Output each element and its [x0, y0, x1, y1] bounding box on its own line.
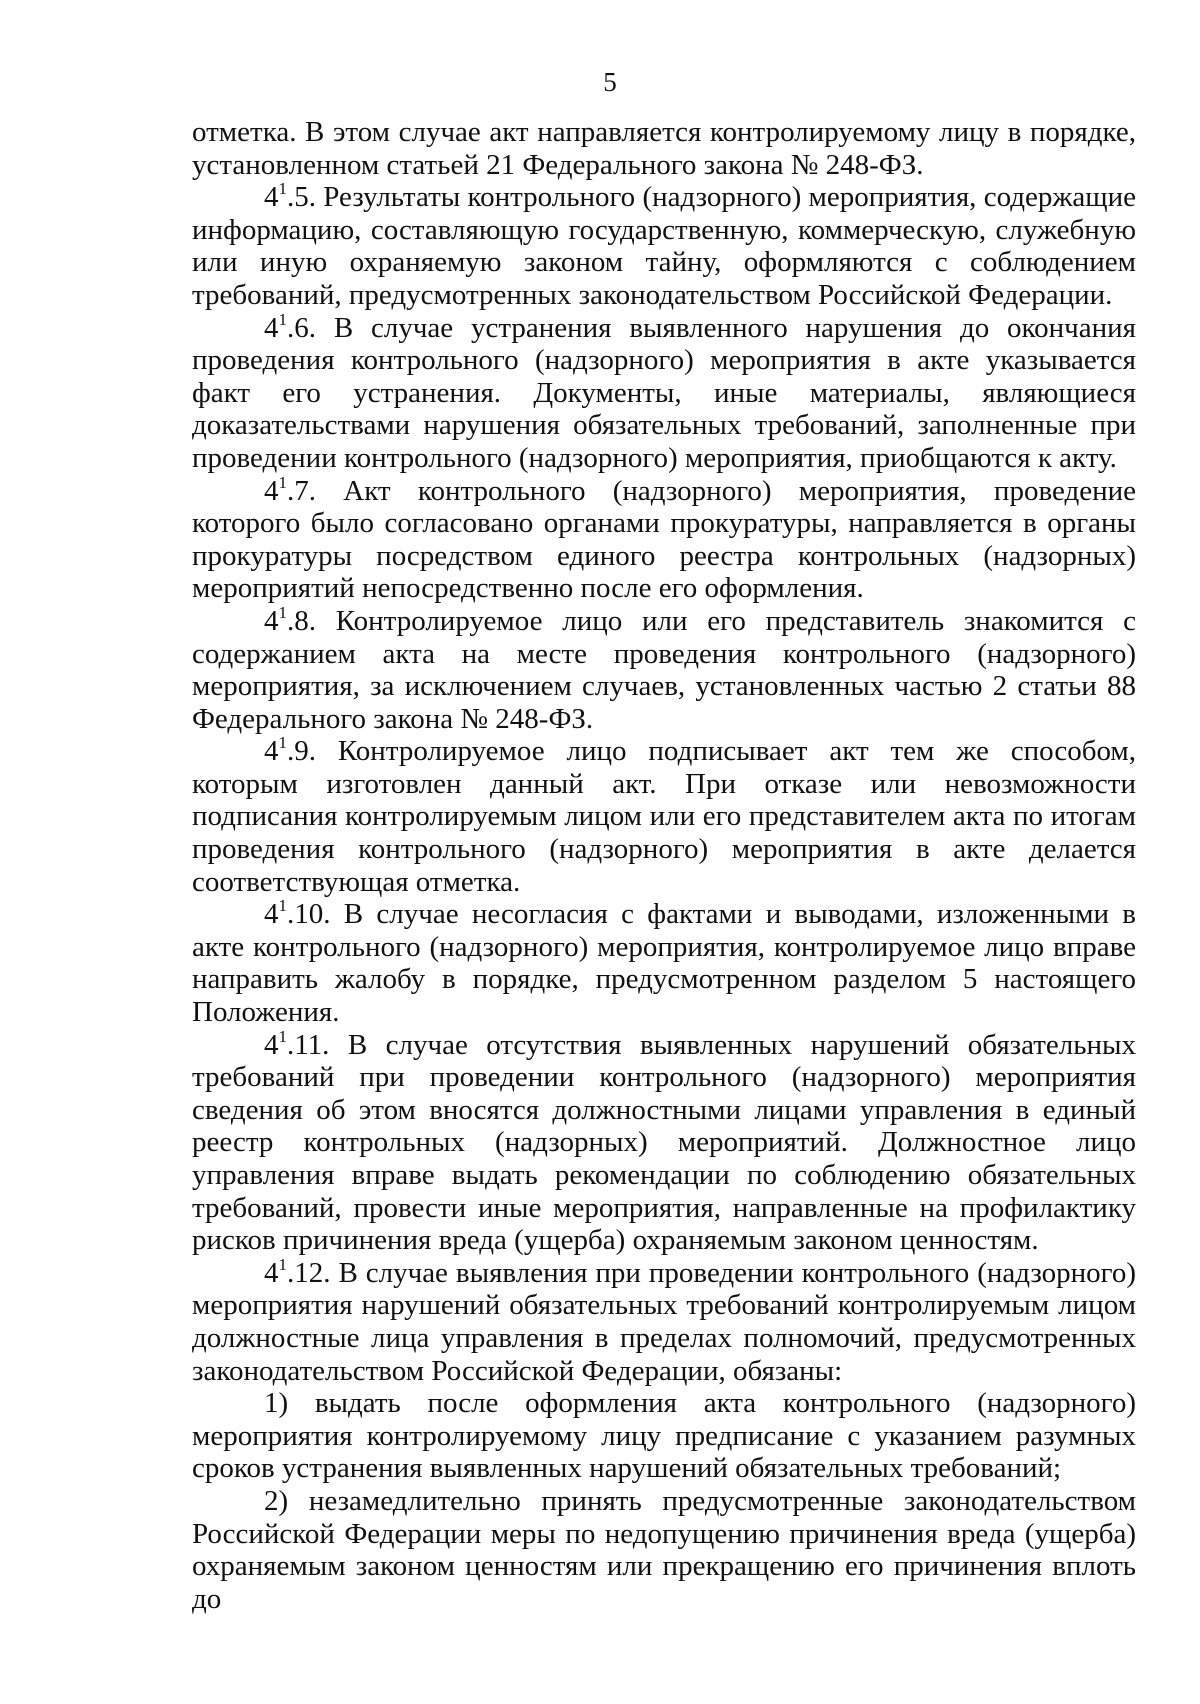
paragraph-4-1-8 — [192, 602, 1136, 735]
paragraph-4-1-10 — [192, 898, 1136, 1028]
paragraph-marker: .7. — [287, 474, 316, 507]
paragraph-4-1-5 — [192, 181, 1136, 311]
paragraph-text: отметка. В этом случае акт направляется контролируемому лицу в порядке, установленном статьей 21 Федерального закона № 248-ФЗ. — [192, 116, 1136, 181]
section-superscript: 1 — [278, 602, 287, 622]
section-superscript: 1 — [278, 896, 287, 916]
section-number: 4 — [264, 898, 279, 931]
paragraph-marker: .9. — [287, 735, 316, 768]
section-superscript: 1 — [278, 1026, 287, 1046]
section-number: 4 — [264, 311, 279, 344]
section-number: 4 — [264, 181, 279, 214]
paragraph-marker: .5. — [287, 181, 316, 214]
paragraph-text: Контролируемое лицо подписывает акт тем же способом, которым изготовлен данный акт. При отказе или невозможности подписания контролируемым лицом или его представителем акта по итогам проведения контрольного (надзорного) мероприятия в акте делается соответствующая отметка. — [192, 735, 1136, 898]
paragraph-text: Акт контрольного (надзорного) мероприятия, проведение которого было согласовано органами прокуратуры, направляется в органы прокуратуры посредством единого реестра контрольных (надзорных) мероприятий непосредственно после его оформления. — [192, 474, 1136, 605]
paragraph-marker: .11. — [287, 1028, 330, 1061]
section-superscript: 1 — [278, 1254, 287, 1274]
paragraph-text: 2) незамедлительно принять предусмотренные законодательством Российской Федерации меры по недопущению причинения вреда (ущерба) охраняемым законом ценностям или прекращению его причинения вплоть до — [192, 1484, 1136, 1615]
section-number: 4 — [264, 604, 279, 637]
paragraph-marker: .8. — [287, 604, 316, 637]
page-number: 5 — [603, 67, 617, 97]
list-item-2 — [192, 1485, 1136, 1615]
paragraph-marker: .6. — [287, 311, 316, 344]
section-superscript: 1 — [278, 733, 287, 753]
document-body — [192, 116, 1136, 1615]
paragraph-text: В случае выявления при проведении контрольного (надзорного) мероприятия нарушений обязательных требований контролируемым лицом должностные лица управления в пределах полномочий, предусмотренных законодательством Российской Федерации, обязаны: — [192, 1256, 1136, 1387]
paragraph-text: В случае отсутствия выявленных нарушений обязательных требований при проведении контрольного (надзорного) мероприятия сведения об этом вносятся должностными лицами управления в единый реестр контрольных (надзорных) мероприятий. Должностное лицо управления вправе выдать рекомендации по соблюдению обязательных требований, провести иные мероприятия, направленные на профилактику рисков причинения вреда (ущерба) охраняемым законом ценностям. — [192, 1028, 1136, 1257]
paragraph-4-1-11 — [192, 1026, 1136, 1257]
paragraph-4-1-12 — [192, 1254, 1136, 1387]
paragraph-text: 1) выдать после оформления акта контрольного (надзорного) мероприятия контролируемому лицу предписание с указанием разумных сроков устранения выявленных нарушений обязательных требований; — [192, 1387, 1136, 1485]
paragraph-marker: .12. — [287, 1256, 331, 1289]
paragraph-continuation — [192, 116, 1136, 181]
paragraph-text: В случае устранения выявленного нарушения до окончания проведения контрольного (надзорного) мероприятия в акте указывается факт его устранения. Документы, иные материалы, являющиеся доказательствами нарушения обязательных требований, заполненные при проведении контрольного (надзорного) мероприятия, приобщаются к акту. — [192, 311, 1136, 474]
section-superscript: 1 — [278, 472, 287, 492]
paragraph-4-1-7 — [192, 472, 1136, 605]
paragraph-text: Результаты контрольного (надзорного) мероприятия, содержащие информацию, составляющую государственную, коммерческую, служебную или иную охраняемую законом тайну, оформляются с соблюдением требований, предусмотренных законодательством Российской Федерации. — [192, 181, 1136, 311]
paragraph-text: В случае несогласия с фактами и выводами, изложенными в акте контрольного (надзорного) мероприятия, контролируемое лицо вправе направить жалобу в порядке, предусмотренном разделом 5 настоящего Положения. — [192, 898, 1136, 1029]
paragraph-4-1-6 — [192, 309, 1136, 475]
section-superscript: 1 — [278, 309, 287, 329]
paragraph-marker: .10. — [287, 898, 331, 931]
section-number: 4 — [264, 1028, 279, 1061]
list-item-1 — [192, 1387, 1136, 1485]
section-number: 4 — [264, 474, 279, 507]
section-superscript: 1 — [278, 179, 287, 199]
section-number: 4 — [264, 735, 279, 768]
paragraph-4-1-9 — [192, 735, 1136, 898]
paragraph-text: Контролируемое лицо или его представитель знакомится с содержанием акта на месте проведения контрольного (надзорного) мероприятия, за исключением случаев, установленных частью 2 статьи 88 Федерального закона № 248-ФЗ. — [192, 604, 1136, 735]
section-number: 4 — [264, 1256, 279, 1289]
